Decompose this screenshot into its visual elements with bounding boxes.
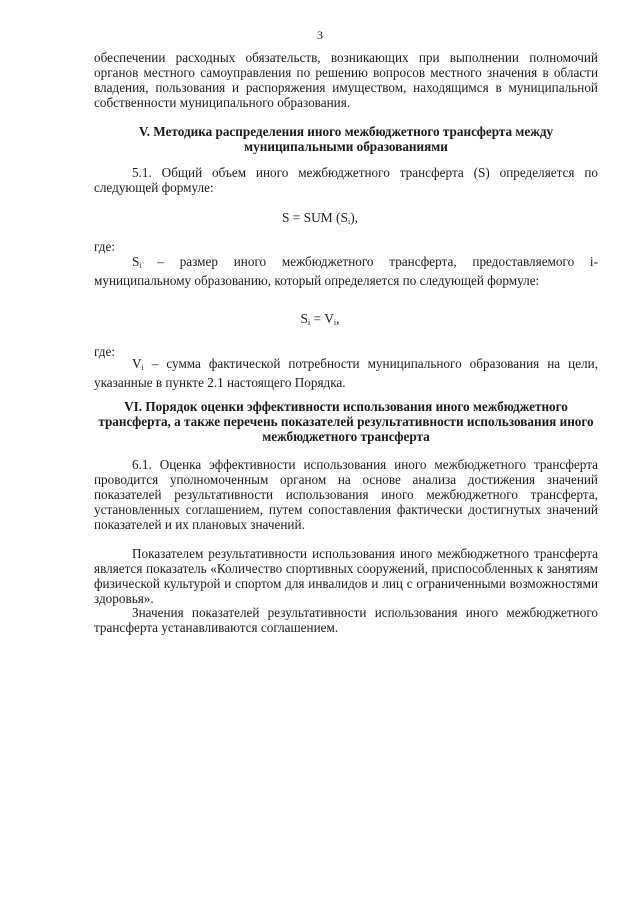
where-label-2: где: (94, 344, 115, 359)
formula-total-volume (0, 210, 640, 226)
vi-definition-body: – сумма фактической потребности муниципального образования на цели, указанные в пункте 2.1 настоящего Порядка. (94, 356, 598, 390)
paragraph-6-1 (94, 457, 598, 532)
formula-2-subscript-1: i (307, 318, 311, 327)
section-6-heading: VI. Порядок оценки эффективности использования иного межбюджетного трансферта, а также перечень показателей результативности использования иного межбюджетного трансферта (98, 399, 594, 444)
formula-2-lhs: S (300, 311, 308, 326)
formula-2-mid: = V (310, 311, 334, 326)
paragraph-5-1-text: 5.1. Общий объем иного межбюджетного трансферта (S) определяется по следующей формуле: (94, 165, 598, 195)
paragraph-5-1 (94, 165, 598, 195)
formula-1-lhs: S = SUM (S (281, 210, 348, 225)
vi-symbol: V (132, 356, 142, 371)
paragraph-6-2 (94, 546, 598, 606)
paragraph-6-3 (94, 605, 598, 635)
paragraph-6-3-text: Значения показателей результативности использования иного межбюджетного трансферта устанавливаются соглашением. (94, 605, 598, 635)
si-definition (94, 254, 598, 288)
formula-1-subscript: i (347, 217, 351, 226)
si-subscript: i (139, 261, 142, 270)
section-5-heading: V. Методика распределения иного межбюджетного трансферта между муниципальными образованиями (138, 124, 554, 154)
intro-text: обеспечении расходных обязательств, возникающих при выполнении полномочий органов местного самоуправления по решению вопросов местного значения в области владения, пользования и распоряжения имуществом, находящимся в муниципальной собственности муниципального образования. (94, 50, 598, 110)
paragraph-6-2-text: Показателем результативности использования иного межбюджетного трансферта является показатель «Количество спортивных сооружений, приспособленных к занятиям физической культурой и спортом для инвалидов и лиц с ограниченными возможностями здоровья». (94, 546, 598, 606)
vi-subscript: i (141, 363, 144, 372)
formula-2-rhs: , (336, 311, 340, 326)
si-definition-body: – размер иного межбюджетного трансферта, предоставляемого i-муниципальному образованию, который определяется по следующей формуле: (94, 254, 598, 288)
vi-definition-text (94, 356, 598, 390)
page-number: 3 (317, 28, 323, 42)
formula-2-subscript-2: i (333, 318, 337, 327)
si-definition-text (94, 254, 598, 288)
paragraph-6-1-text: 6.1. Оценка эффективности использования иного межбюджетного трансферта проводится уполномоченным органом на основе анализа достижения значений показателей результативности использования иного межбюджетного трансферта, установленных соглашением, путем сопоставления фактически достигнутых значений показателей и их плановых значений. (94, 457, 598, 532)
si-symbol: S (132, 254, 140, 269)
vi-definition (94, 356, 598, 390)
formula-si (0, 311, 640, 327)
intro-paragraph (94, 50, 598, 110)
where-label-1: где: (94, 239, 115, 254)
formula-1-rhs: ), (350, 210, 359, 225)
